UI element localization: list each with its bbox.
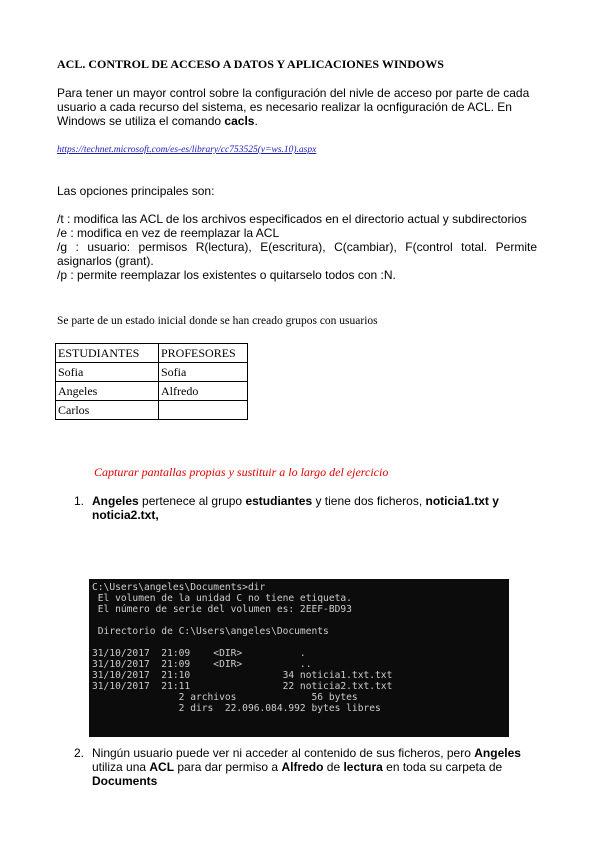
intro-end: . xyxy=(254,114,258,128)
terminal-output xyxy=(89,579,509,714)
groups-table xyxy=(55,343,248,420)
option-p: /p : permite reemplazar los existentes o quitarselo todos con :N. xyxy=(57,268,396,282)
text-fragment: para dar permiso a xyxy=(174,760,282,774)
permission-lectura: lectura xyxy=(343,760,383,774)
table-cell xyxy=(159,401,248,420)
step-number: 2. xyxy=(74,746,85,760)
acl-term: ACL xyxy=(149,760,175,774)
terminal-line: 31/10/2017 21:11 22 noticia2.txt.txt xyxy=(92,681,393,692)
header-estudiantes: ESTUDIANTES xyxy=(56,344,159,363)
option-g: /g : usuario: permisos R(lectura), E(escritura), C(cambiar), F(control total. Permite asignarlos (grant). xyxy=(57,240,537,268)
text-fragment: pertenece al grupo xyxy=(138,494,246,508)
table-cell: Angeles xyxy=(56,382,159,401)
intro-paragraph xyxy=(57,86,537,128)
user-alfredo: Alfredo xyxy=(281,760,324,774)
table-cell: Carlos xyxy=(56,401,159,420)
document-title: ACL. CONTROL DE ACCESO A DATOS Y APLICACIONES WINDOWS xyxy=(57,57,444,71)
terminal-line: 2 dirs 22.096.084.992 bytes libres xyxy=(92,703,381,714)
terminal-line: C:\Users\angeles\Documents>dir xyxy=(92,582,266,593)
table-row xyxy=(56,363,248,382)
groups-intro: Se parte de un estado inicial donde se han creado grupos con usuarios xyxy=(57,315,378,327)
table-row xyxy=(56,382,248,401)
terminal-line: Directorio de C:\Users\angeles\Documents xyxy=(92,626,329,637)
table-header-row xyxy=(56,344,248,363)
text-fragment: utiliza una xyxy=(92,760,150,774)
table-cell: Alfredo xyxy=(159,382,248,401)
options-list xyxy=(57,212,537,282)
terminal-screenshot xyxy=(89,579,509,737)
step-number: 1. xyxy=(74,494,85,508)
header-profesores: PROFESORES xyxy=(159,344,248,363)
options-heading: Las opciones principales son: xyxy=(57,184,215,198)
step-text xyxy=(92,494,532,522)
step-text xyxy=(92,746,532,788)
intro-text: Para tener un mayor control sobre la configuración del nivle de acceso por parte de cada usuario a cada recurso del sistema, es necesario realizar la ocnfiguración de ACL. En Windows se utiliza el comando xyxy=(57,86,530,128)
table-cell: Sofia xyxy=(159,363,248,382)
text-fragment: de xyxy=(323,760,344,774)
instruction-note: Capturar pantallas propias y sustituir a lo largo del ejercicio xyxy=(94,465,389,479)
option-t: /t : modifica las ACL de los archivos especificados en el directorio actual y subdirectorios xyxy=(57,212,527,226)
command-name: cacls xyxy=(224,114,255,128)
terminal-line: 31/10/2017 21:10 34 noticia1.txt.txt xyxy=(92,670,393,681)
terminal-line: 31/10/2017 21:09 <DIR> .. xyxy=(92,659,312,670)
table-cell: Sofia xyxy=(56,363,159,382)
terminal-line: 31/10/2017 21:09 <DIR> . xyxy=(92,648,306,659)
user-angeles: Angeles xyxy=(92,494,139,508)
terminal-line: 2 archivos 56 bytes xyxy=(92,692,358,703)
technet-link[interactable]: https://technet.microsoft.com/es-es/library/cc753525(v=ws.10).aspx xyxy=(57,145,317,155)
table-row xyxy=(56,401,248,420)
terminal-line: El volumen de la unidad C no tiene etiqueta. xyxy=(92,593,352,604)
terminal-line: El número de serie del volumen es: 2EEF-BD93 xyxy=(92,604,352,615)
folder-documents: Documents xyxy=(92,774,158,788)
text-fragment: y tiene dos ficheros, xyxy=(312,494,426,508)
option-e: /e : modifica en vez de reemplazar la ACL xyxy=(57,226,280,240)
user-angeles: Angeles xyxy=(474,746,521,760)
text-fragment: en toda su carpeta de xyxy=(382,760,503,774)
text-fragment: Ningún usuario puede ver ni acceder al contenido de sus ficheros, pero xyxy=(92,746,475,760)
group-estudiantes: estudiantes xyxy=(245,494,313,508)
file-names: noticia1.txt y noticia2.txt, xyxy=(92,494,499,522)
